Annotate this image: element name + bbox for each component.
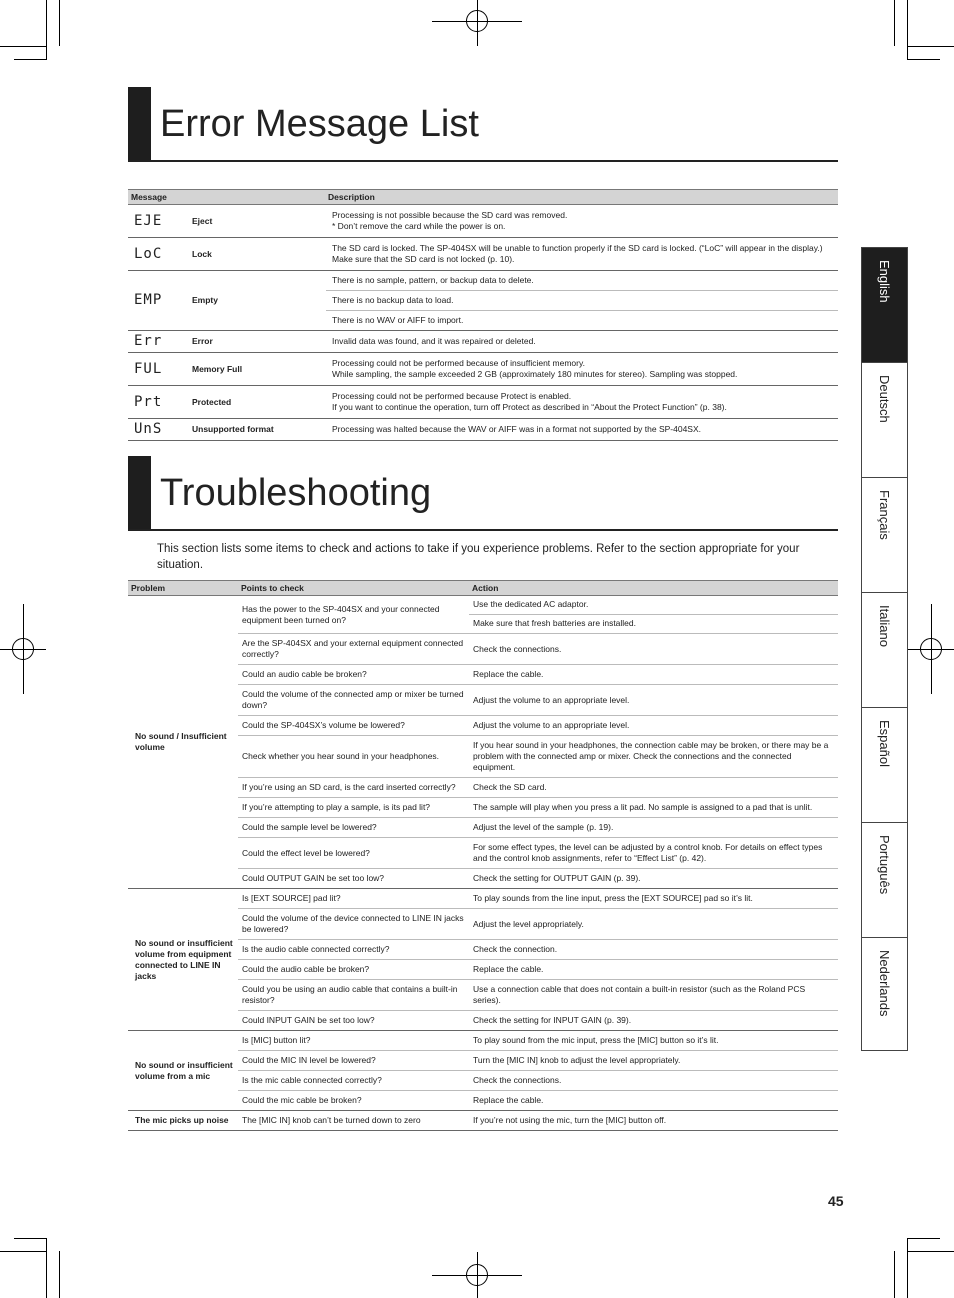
check-cell: Could the volume of the connected amp or mixer be turned down? [238, 685, 469, 716]
error-description [326, 353, 838, 386]
col-points-to-check: Points to check [238, 581, 469, 596]
check-cell: Could the sample level be lowered? [238, 818, 469, 838]
error-name: Error [188, 331, 326, 353]
action-cell: Check the connections. [469, 634, 838, 665]
tab-nederlands[interactable] [862, 938, 907, 1053]
action-cell: Check the connections. [469, 1071, 838, 1091]
error-description [326, 238, 838, 271]
check-cell: Could OUTPUT GAIN be set too low? [238, 869, 469, 889]
action-cell: Check the connection. [469, 940, 838, 960]
table-row [128, 419, 838, 441]
description-line: Processing was halted because the WAV or AIFF was in a format not supported by the SP-404SX. [332, 424, 702, 434]
tab-portugues[interactable] [862, 823, 907, 938]
error-list-heading [128, 87, 838, 162]
action-cell: Turn the [MIC IN] knob to adjust the level appropriately. [469, 1051, 838, 1071]
heading-bar [128, 456, 151, 529]
error-name: Eject [188, 205, 326, 238]
description-line: Processing is not possible because the SD card was removed. [332, 210, 568, 220]
error-description: There is no sample, pattern, or backup data to delete. [326, 271, 838, 291]
table-row [128, 238, 838, 271]
description-line: * Don’t remove the card while the power is on. [332, 221, 506, 231]
tab-english[interactable] [862, 248, 907, 363]
check-cell: Could INPUT GAIN be set too low? [238, 1011, 469, 1031]
display-code: EMP [128, 271, 188, 331]
col-message: Message [128, 190, 326, 205]
error-message-table [128, 189, 838, 441]
display-code: FUL [128, 353, 188, 386]
check-cell: Could the SP-404SX’s volume be lowered? [238, 716, 469, 736]
error-name: Unsupported format [188, 419, 326, 441]
error-description: There is no WAV or AIFF to import. [326, 311, 838, 331]
col-action: Action [469, 581, 838, 596]
action-cell: Replace the cable. [469, 960, 838, 980]
action-cell: Adjust the level of the sample (p. 19). [469, 818, 838, 838]
display-code: EJE [128, 205, 188, 238]
display-code: LoC [128, 238, 188, 271]
table-row [128, 386, 838, 419]
check-cell: Could you be using an audio cable that contains a built-in resistor? [238, 980, 469, 1011]
action-cell: The sample will play when you press a lit pad. No sample is assigned to a pad that is unlit. [469, 798, 838, 818]
description-line: Processing could not be performed because of insufficient memory. [332, 358, 585, 368]
check-cell: If you’re using an SD card, is the card inserted correctly? [238, 778, 469, 798]
table-row [128, 1031, 838, 1051]
error-description: There is no backup data to load. [326, 291, 838, 311]
action-cell: For some effect types, the level can be adjusted by a control knob. For details on effect types and the control knob assignments, refer to “Effect List” (p. 42). [469, 838, 838, 869]
tab-deutsch[interactable] [862, 363, 907, 478]
error-name: Lock [188, 238, 326, 271]
check-cell: Is the audio cable connected correctly? [238, 940, 469, 960]
table-row [128, 205, 838, 238]
action-line: Use the dedicated AC adaptor. [469, 596, 838, 615]
action-cell: To play sounds from the line input, press the [EXT SOURCE] pad so it’s lit. [469, 889, 838, 909]
error-description [326, 419, 838, 441]
tab-label: Français [877, 490, 892, 540]
problem-cell: No sound or insufficient volume from a mic [128, 1031, 238, 1111]
check-cell: Could the mic cable be broken? [238, 1091, 469, 1111]
tab-label: English [877, 260, 892, 303]
problem-cell: The mic picks up noise [128, 1111, 238, 1131]
action-cell: Check the setting for OUTPUT GAIN (p. 39). [469, 869, 838, 889]
table-row [128, 1111, 838, 1131]
check-cell: Is the mic cable connected correctly? [238, 1071, 469, 1091]
action-cell: Replace the cable. [469, 665, 838, 685]
troubleshooting-title: Troubleshooting [160, 472, 432, 514]
description-line: The SD card is locked. The SP-404SX will be unable to function properly if the SD card is locked. (“LoC” will appear in the display.) Make sure that the SD card is not locked (p. 10). [332, 243, 823, 264]
action-cell: Check the setting for INPUT GAIN (p. 39). [469, 1011, 838, 1031]
tab-label: Español [877, 720, 892, 767]
action-line: Make sure that fresh batteries are installed. [473, 618, 636, 628]
language-tabs [861, 247, 908, 1051]
error-description [326, 331, 838, 353]
check-cell: The [MIC IN] knob can’t be turned down to zero [238, 1111, 469, 1131]
description-line: Processing could not be performed because Protect is enabled. [332, 391, 572, 401]
problem-cell: No sound or insufficient volume from equipment connected to LINE IN jacks [128, 889, 238, 1031]
tab-label: Nederlands [877, 950, 892, 1017]
check-cell: Check whether you hear sound in your headphones. [238, 736, 469, 778]
check-cell: Are the SP-404SX and your external equipment connected correctly? [238, 634, 469, 665]
action-cell: Adjust the volume to an appropriate level. [469, 685, 838, 716]
action-cell [469, 596, 838, 634]
tab-espanol[interactable] [862, 708, 907, 823]
tab-label: Português [877, 835, 892, 895]
table-row [128, 353, 838, 386]
error-name: Protected [188, 386, 326, 419]
page-number: 45 [828, 1193, 844, 1209]
check-cell: If you’re attempting to play a sample, is its pad lit? [238, 798, 469, 818]
display-code: Prt [128, 386, 188, 419]
table-row [128, 889, 838, 909]
troubleshooting-table [128, 580, 838, 1131]
heading-bar [128, 87, 151, 160]
check-cell: Could the volume of the device connected to LINE IN jacks be lowered? [238, 909, 469, 940]
check-cell: Is [EXT SOURCE] pad lit? [238, 889, 469, 909]
col-problem: Problem [128, 581, 238, 596]
error-list-title: Error Message List [160, 103, 479, 145]
action-cell: Adjust the volume to an appropriate level. [469, 716, 838, 736]
action-cell: To play sound from the mic input, press the [MIC] button so it’s lit. [469, 1031, 838, 1051]
tab-label: Italiano [877, 605, 892, 647]
display-code: Err [128, 331, 188, 353]
action-cell: If you’re not using the mic, turn the [MIC] button off. [469, 1111, 838, 1131]
description-line: If you want to continue the operation, turn off Protect as described in “About the Protect Function” (p. 38). [332, 402, 727, 412]
col-description: Description [326, 190, 838, 205]
table-row [128, 596, 838, 634]
check-cell: Could the effect level be lowered? [238, 838, 469, 869]
check-cell: Is [MIC] button lit? [238, 1031, 469, 1051]
description-line: While sampling, the sample exceeded 2 GB (approximately 180 minutes for stereo). Sampling was stopped. [332, 369, 738, 379]
table-row [128, 271, 838, 291]
troubleshooting-intro: This section lists some items to check and actions to take if you experience problems. Refer to the section appropriate for your situation. [157, 543, 800, 571]
check-cell: Could the MIC IN level be lowered? [238, 1051, 469, 1071]
action-cell: Replace the cable. [469, 1091, 838, 1111]
error-description [326, 205, 838, 238]
action-cell: Use a connection cable that does not contain a built-in resistor (such as the Roland PCS series). [469, 980, 838, 1011]
tab-francais[interactable] [862, 478, 907, 593]
action-cell: Adjust the level appropriately. [469, 909, 838, 940]
table-row [128, 331, 838, 353]
error-name: Memory Full [188, 353, 326, 386]
check-cell: Could the audio cable be broken? [238, 960, 469, 980]
check-cell: Could an audio cable be broken? [238, 665, 469, 685]
tab-italiano[interactable] [862, 593, 907, 708]
troubleshooting-heading [128, 456, 838, 531]
display-code: UnS [128, 419, 188, 441]
error-description [326, 386, 838, 419]
action-cell: If you hear sound in your headphones, the connection cable may be broken, or there may be a problem with the connected amp or mixer. Check the connections and the connected equipment. [469, 736, 838, 778]
tab-label: Deutsch [877, 375, 892, 423]
check-cell: Has the power to the SP-404SX and your connected equipment been turned on? [238, 596, 469, 634]
action-cell: Check the SD card. [469, 778, 838, 798]
description-line: Invalid data was found, and it was repaired or deleted. [332, 336, 536, 346]
problem-cell: No sound / Insufficient volume [128, 596, 238, 889]
error-name: Empty [188, 271, 326, 331]
